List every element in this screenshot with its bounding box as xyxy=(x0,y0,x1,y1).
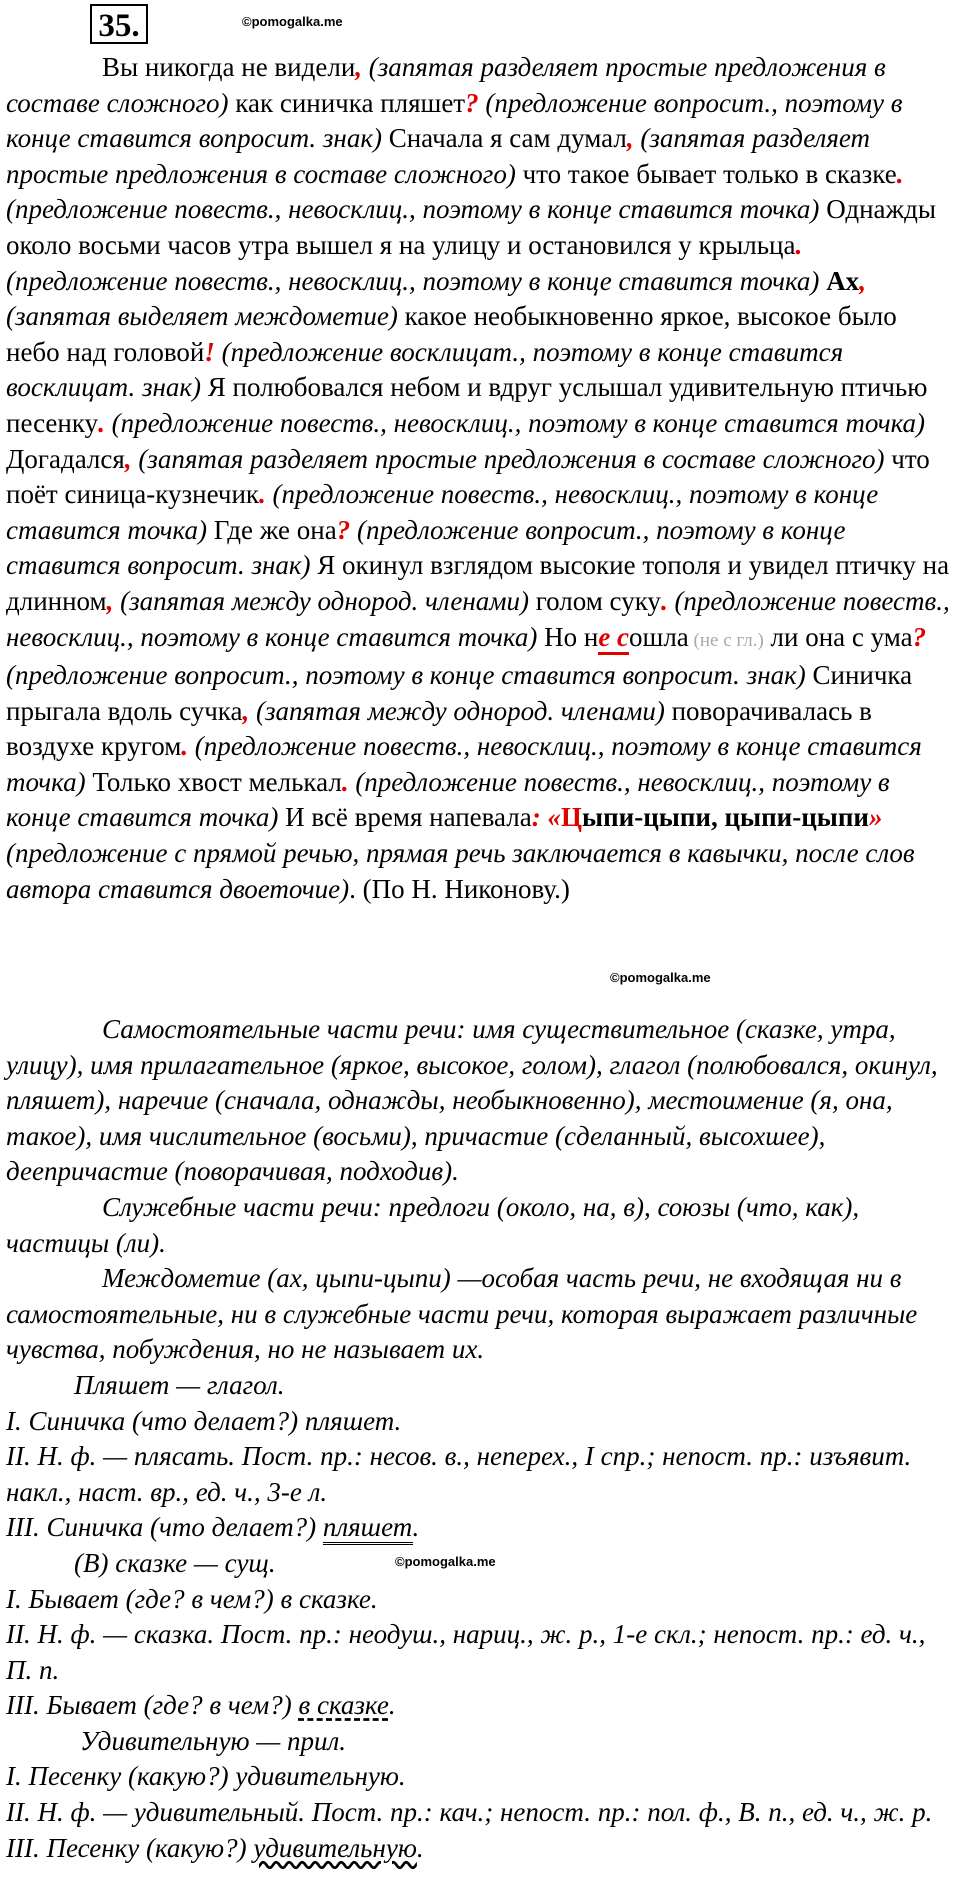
punctuation-note: (предложение повеств., невосклиц., поэтому в конце ставится точка) xyxy=(6,265,820,296)
text-run: Догадался xyxy=(6,443,125,474)
punctuation-mark: ! xyxy=(204,336,215,367)
text-run: ошла xyxy=(629,621,689,652)
text-run: как синичка пляшет xyxy=(228,87,466,118)
text-run: какое необыкновенно яркое, высокое было небо над головой xyxy=(6,301,897,367)
punctuation-note: (предложение повеств., невосклиц., поэтому в конце ставится точка) xyxy=(6,731,922,797)
punctuation-mark: , xyxy=(626,123,634,154)
word-analysis-title: Пляшет — глагол. xyxy=(74,1369,285,1400)
text-run: поворачивалась в воздухе кругом xyxy=(6,695,872,762)
punctuation-note: (предложение восклицат., поэтому в конце ставится восклицат. знак) xyxy=(6,336,844,403)
punctuation-note: (предложение повеств., невосклиц., поэтому в конце ставится точка) xyxy=(6,479,879,545)
text-run: Я полюбовался небом и вдруг услышал удивительную птичью песенку xyxy=(6,372,928,438)
analysis-line: III. Синичка (что делает?) пляшет. xyxy=(6,1510,956,1546)
punctuation-mark: . xyxy=(181,731,189,762)
independent-parts: Самостоятельные части речи: имя существительное (сказке, утра, улицу), имя прилагательное (яркое, высокое, голом), глагол (полюбовался, окинул, пляшет), наречие (сначала, однажды, необыкновенно), местоимение (я, она, такое), имя числительное (восьми), причастие (сделанный, высохшее), деепричастие (поворачивая, подходив). xyxy=(6,1014,938,1187)
punctuation-mark: . xyxy=(896,158,904,189)
interjection-word: Ах xyxy=(826,265,860,296)
text-run: Сначала я сам думал xyxy=(381,123,627,154)
analysis-line: I. Песенку (какую?) удивительную. xyxy=(6,1761,406,1792)
punctuation-mark: . xyxy=(341,766,349,797)
punctuation-mark: . xyxy=(259,479,266,510)
punctuation-note: (запятая разделяет простые предложения в составе сложного) xyxy=(6,52,886,118)
punctuation-mark: ? xyxy=(465,87,479,118)
punctuation-note: (предложение повеств., невосклиц., поэтому в конце ставится точка) xyxy=(104,407,926,438)
punctuation-note: (предложение вопросит., поэтому в конце ставится вопросит. знак) xyxy=(6,514,846,581)
text-run: что такое бывает только в сказке xyxy=(515,158,897,189)
text-run: Вы никогда не видели xyxy=(102,52,356,82)
spelling-note: (не с гл.) xyxy=(688,629,764,651)
punctuation-note: (запятая между однород. членами) xyxy=(249,695,665,726)
spelling-highlight: е с xyxy=(598,622,629,655)
text-run: что поёт синица-кузнечик xyxy=(6,443,930,510)
punctuation-mark: , xyxy=(242,695,250,726)
punctuation-note: (предложение повеств., невосклиц., поэтому в конце ставится точка) xyxy=(6,194,820,225)
punctuation-note: (предложение вопросит., поэтому в конце ставится вопросит. знак) xyxy=(6,660,806,691)
punctuation-note: (запятая разделяет простые предложения в составе сложного) xyxy=(131,443,885,474)
analysis-line: II. Н. ф. — удивительный. Пост. пр.: кач.; непост. пр.: пол. ф., В. п., ед. ч., ж. р. xyxy=(6,1797,933,1828)
exercise-text xyxy=(6,50,956,907)
text-run: голом суку xyxy=(528,585,661,616)
watermark: ©pomogalka.me xyxy=(395,1554,496,1569)
punctuation-note: (предложение повеств., невосклиц., поэтому в конце ставится точка) xyxy=(6,766,890,833)
punctuation-mark: . xyxy=(795,229,803,260)
analysis-line: II. Н. ф. — плясать. Пост. пр.: несов. в., неперех., I спр.; непост. пр.: изъявит. накл., наст. вр., ед. ч., 3-е л. xyxy=(6,1441,912,1507)
punctuation-mark: , xyxy=(124,443,132,474)
text-run: . (По Н. Никонову.) xyxy=(349,873,570,904)
punctuation-paragraph xyxy=(6,50,956,907)
punctuation-mark: : « xyxy=(531,802,561,833)
punctuation-mark: , xyxy=(355,52,363,82)
text-run: Только хвост мелькал xyxy=(85,766,342,797)
analysis-line: I. Синичка (что делает?) пляшет. xyxy=(6,1405,402,1436)
text-run: Но н xyxy=(537,621,599,652)
interjection-definition: Междометие (ах, цыпи-цыпи) —особая часть речи, не входящая ни в самостоятельные, ни в служебные части речи, которая выражает различные чувства, побуждения, но не называет их. xyxy=(6,1263,918,1365)
text-run: И всё время напевала xyxy=(278,802,532,833)
analysis-line: III. Песенку (какую?) удивительную. xyxy=(6,1832,424,1863)
punctuation-mark: ? xyxy=(912,621,927,652)
punctuation-mark: » xyxy=(868,802,883,833)
analysis-section xyxy=(6,1012,956,1866)
exercise-number: 35. xyxy=(90,4,148,44)
direct-speech: ыпи-цыпи, цыпи-цыпи xyxy=(582,802,869,833)
punctuation-note: (предложение повеств., невосклиц., поэтому в конце ставится точка) xyxy=(6,585,950,652)
analysis-line: I. Бывает (где? в чем?) в сказке. xyxy=(6,1583,378,1614)
adverbial-underline: в сказке xyxy=(298,1690,389,1721)
text-run: ли она с ума xyxy=(763,621,913,652)
punctuation-note: (предложение вопросит., поэтому в конце ставится вопросит. знак) xyxy=(6,87,903,154)
punctuation-mark: ? xyxy=(336,514,351,545)
text-run: Я окинул взглядом высокие тополя и увидел птичку на длинном xyxy=(6,550,950,616)
punctuation-note: (предложение с прямой речью, прямая речь заключается в кавычки, после слов автора ставится двоеточие) xyxy=(6,838,915,904)
direct-speech-capital: Ц xyxy=(561,802,583,833)
punctuation-note: (запятая разделяет простые предложения в составе сложного) xyxy=(6,123,870,189)
analysis-line: III. Бывает (где? в чем?) в сказке. xyxy=(6,1690,396,1721)
watermark: ©pomogalka.me xyxy=(610,970,711,985)
punctuation-mark: . xyxy=(98,407,105,438)
punctuation-mark: , xyxy=(859,265,866,296)
text-run: Синичка прыгала вдоль сучка xyxy=(6,660,913,726)
punctuation-note: (запятая между однород. членами) xyxy=(113,585,529,616)
text-run: Однажды около восьми часов утра вышел я на улицу и остановился у крыльца xyxy=(6,194,937,260)
analysis-line: II. Н. ф. — сказка. Пост. пр.: неодуш., нариц., ж. р., 1-е скл.; непост. пр.: ед. ч., П. п. xyxy=(6,1619,926,1685)
auxiliary-parts: Служебные части речи: предлоги (около, на, в), союзы (что, как), частицы (ли). xyxy=(6,1191,860,1258)
attribute-underline: удивительную xyxy=(253,1832,417,1863)
watermark: ©pomogalka.me xyxy=(242,14,343,29)
word-analysis-title: Удивительную — прил. xyxy=(80,1725,347,1756)
punctuation-mark: , xyxy=(106,585,114,616)
word-analysis-title: (В) сказке — сущ. xyxy=(74,1547,276,1578)
punctuation-note: (запятая выделяет междометие) xyxy=(6,301,398,332)
punctuation-mark: . xyxy=(660,585,668,616)
text-run: Где же она xyxy=(206,514,337,545)
predicate-underline: пляшет xyxy=(323,1512,413,1545)
